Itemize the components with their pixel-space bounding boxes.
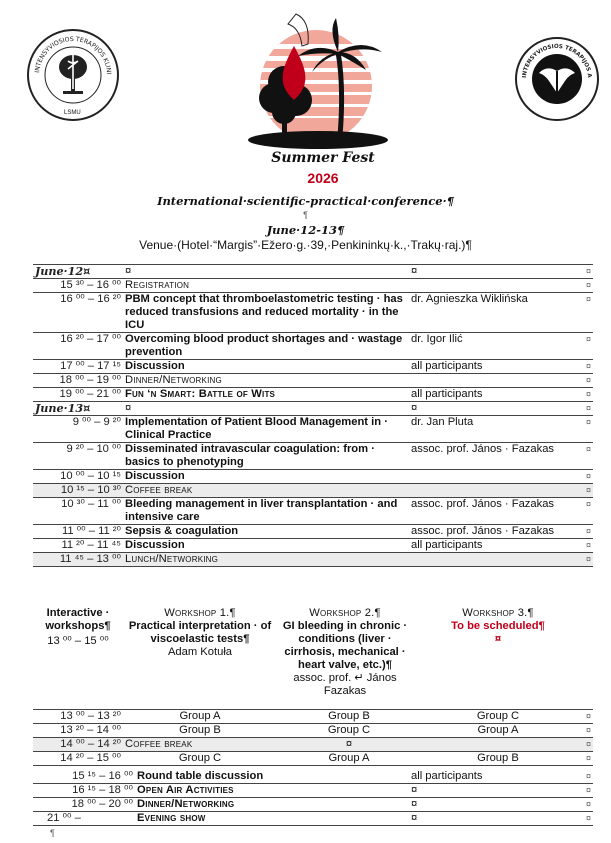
row-speaker: assoc. prof. János · Fazakas (409, 498, 575, 525)
group-row (33, 710, 593, 724)
group-cell: Group A (277, 752, 421, 766)
day2-header-row (33, 402, 593, 416)
row-mark: ¤ (575, 553, 593, 567)
row-mark: ¤ (575, 525, 593, 539)
row-session: Discussion (123, 539, 409, 553)
workshops-label: Interactive · workshops¶ (45, 607, 111, 632)
group-row (33, 738, 593, 752)
emblem-graphic (238, 0, 408, 150)
row-mark: ¤ (575, 279, 593, 293)
row-session: Open Air Activities (135, 784, 409, 798)
row-mark: ¤ (575, 710, 593, 724)
row-speaker: ¤ (409, 812, 575, 826)
row-time: 21 ⁰⁰ – (33, 812, 135, 826)
row-session: Bleeding management in liver transplantation · and intensive care (123, 498, 409, 525)
workshop-2-speaker: assoc. prof. ↵ János Fazakas (293, 672, 397, 697)
row-session: Overcoming blood product shortages and · wastage prevention (123, 333, 409, 360)
row-session: Sepsis & coagulation (123, 525, 409, 539)
day2-empty: ¤ (123, 402, 409, 416)
row-time: 16 ¹⁵ – 18 ⁰⁰ (33, 784, 135, 798)
row-mark: ¤ (575, 265, 593, 279)
row-session: Disseminated intravascular coagulation: from · basics to phenotyping (123, 443, 409, 470)
row-speaker: dr. Agnieszka Wiklińska (409, 293, 575, 333)
conference-dates: June·12-13¶ (266, 223, 345, 237)
table-row (33, 798, 593, 812)
group-cell: Group C (123, 752, 277, 766)
table-row (33, 812, 593, 826)
row-time: 14 ²⁰ – 15 ⁰⁰ (33, 752, 123, 766)
workshop-3-mark: ¤ (494, 633, 502, 645)
row-time: 18 ⁰⁰ – 19 ⁰⁰ (33, 374, 123, 388)
row-session: Round table discussion (135, 770, 409, 784)
row-speaker: dr. Igor Ilić (409, 333, 575, 360)
right-logo (515, 37, 599, 121)
workshop-2-topic: GI bleeding in chronic · conditions (liver · cirrhosis, mechanical · heart valve, etc.)¶ (282, 620, 408, 671)
day1-empty: ¤ (123, 265, 409, 279)
row-mark: ¤ (575, 388, 593, 402)
row-speaker: assoc. prof. János · Fazakas (409, 525, 575, 539)
row-mark: ¤ (575, 470, 593, 484)
row-session: Implementation of Patient Blood Management in · Clinical Practice (123, 416, 409, 443)
row-time: 15 ¹⁵ – 16 ⁰⁰ (33, 770, 135, 784)
workshop-3-title: Workshop 3.¶ (462, 607, 534, 619)
row-speaker (409, 553, 575, 567)
workshop-2-title: Workshop 2.¶ (309, 607, 381, 619)
brand-line2: Summer Fest (271, 150, 375, 166)
brand-year: 2026 (307, 170, 339, 186)
row-mark: ¤ (575, 812, 593, 826)
group-cell: Group B (277, 710, 421, 724)
row-session: Evening show (135, 812, 409, 826)
row-mark: ¤ (575, 333, 593, 360)
row-mark: ¤ (575, 770, 593, 784)
day1-empty-spk: ¤ (409, 265, 575, 279)
row-time: 10 ¹⁵ – 10 ³⁰ (33, 484, 123, 498)
group-coffee: Coffee break (123, 738, 277, 752)
row-time: 9 ⁰⁰ – 9 ²⁰ (33, 416, 123, 443)
left-logo-text: INTENSYVIOSIOS TERAPIJOS KLINI (34, 35, 113, 75)
schedule-table (33, 264, 593, 567)
pilcrow-line: ¶ (303, 210, 308, 220)
row-mark: ¤ (575, 360, 593, 374)
workshops-time: 13 ⁰⁰ – 15 ⁰⁰ (47, 635, 109, 647)
table-row (33, 770, 593, 784)
group-cell: ¤ (277, 738, 421, 752)
row-time: 18 ⁰⁰ – 20 ⁰⁰ (33, 798, 135, 812)
table-row (33, 360, 593, 374)
row-time: 9 ²⁰ – 10 ⁰⁰ (33, 443, 123, 470)
row-speaker (409, 374, 575, 388)
row-time: 13 ²⁰ – 14 ⁰⁰ (33, 724, 123, 738)
workshop-block (33, 605, 593, 710)
table-row (33, 333, 593, 360)
workshop-3-topic: To be scheduled¶ (451, 620, 545, 632)
row-mark: ¤ (575, 784, 593, 798)
group-table (33, 710, 593, 766)
left-logo-graphic (29, 31, 117, 119)
row-session: Lunch/Networking (123, 553, 409, 567)
row-time: 17 ⁰⁰ – 17 ¹⁵ (33, 360, 123, 374)
table-row (33, 388, 593, 402)
row-speaker: all participants (409, 388, 575, 402)
fest-emblem (238, 0, 408, 150)
row-time: 16 ⁰⁰ – 16 ²⁰ (33, 293, 123, 333)
row-time: 10 ⁰⁰ – 10 ¹⁵ (33, 470, 123, 484)
group-row (33, 724, 593, 738)
row-mark: ¤ (575, 484, 593, 498)
left-logo-bottom: LSMU (64, 110, 81, 116)
row-mark: ¤ (575, 738, 593, 752)
workshop-3 (423, 607, 573, 646)
group-cell: Group A (123, 710, 277, 724)
group-cell: Group B (123, 724, 277, 738)
day1-label: June·12¤ (33, 265, 123, 279)
day1-header-row (33, 265, 593, 279)
table-row (33, 484, 593, 498)
row-time: 11 ⁴⁵ – 13 ⁰⁰ (33, 553, 123, 567)
workshop-1-topic: Practical interpretation · of viscoelastic tests¶ (128, 620, 272, 645)
group-row (33, 752, 593, 766)
right-logo-graphic (517, 39, 597, 119)
table-row (33, 784, 593, 798)
row-session: Registration (123, 279, 409, 293)
table-row (33, 470, 593, 484)
row-speaker: all participants (409, 360, 575, 374)
row-speaker: ¤ (409, 798, 575, 812)
venue: Venue·(Hotel·“Margis”·Ežero·g.·39,·Penkininkų·k.,·Trakų·raj.)¶ (139, 238, 472, 252)
group-cell: Group A (421, 724, 575, 738)
row-time: 19 ⁰⁰ – 21 ⁰⁰ (33, 388, 123, 402)
row-mark: ¤ (575, 443, 593, 470)
row-mark: ¤ (575, 724, 593, 738)
row-mark: ¤ (575, 402, 593, 416)
conference-title: International·scientific-practical·conference·¶ (157, 194, 454, 208)
row-time: 10 ³⁰ – 11 ⁰⁰ (33, 498, 123, 525)
row-speaker: all participants (409, 770, 575, 784)
end-pilcrow: ¶ (50, 828, 55, 838)
brand-line1: Intensive (286, 134, 360, 150)
closing-table (33, 770, 593, 826)
row-speaker: all participants (409, 539, 575, 553)
row-mark: ¤ (575, 374, 593, 388)
row-speaker (409, 484, 575, 498)
row-speaker: assoc. prof. János · Fazakas (409, 443, 575, 470)
row-session: PBM concept that thromboelastometric testing · has reduced transfusions and reduced mortality · in the ICU (123, 293, 409, 333)
table-row (33, 374, 593, 388)
row-speaker: dr. Jan Pluta (409, 416, 575, 443)
row-time: 13 ⁰⁰ – 13 ²⁰ (33, 710, 123, 724)
row-time: 11 ²⁰ – 11 ⁴⁵ (33, 539, 123, 553)
workshop-1-title: Workshop 1.¶ (164, 607, 236, 619)
table-row (33, 525, 593, 539)
table-row (33, 293, 593, 333)
right-logo-text: INTENSYVIOSIOS TERAPIJOS A (522, 43, 593, 79)
group-cell: Group C (277, 724, 421, 738)
row-mark: ¤ (575, 416, 593, 443)
row-time: 15 ³⁰ – 16 ⁰⁰ (33, 279, 123, 293)
table-row (33, 416, 593, 443)
workshop-1-speaker: Adam Kotuła (167, 646, 233, 658)
row-speaker (409, 279, 575, 293)
table-row (33, 553, 593, 567)
row-session: Fun ‘n Smart: Battle of Wits (123, 388, 409, 402)
row-session: Coffee break (123, 484, 409, 498)
row-mark: ¤ (575, 539, 593, 553)
row-session: Dinner/Networking (123, 374, 409, 388)
row-mark: ¤ (575, 293, 593, 333)
table-row (33, 539, 593, 553)
row-session: Discussion (123, 360, 409, 374)
row-session: Dinner/Networking (135, 798, 409, 812)
row-speaker (409, 470, 575, 484)
workshop-1 (125, 607, 275, 659)
day2-empty-spk: ¤ (409, 402, 575, 416)
row-mark: ¤ (575, 752, 593, 766)
row-time: 14 ⁰⁰ – 14 ²⁰ (33, 738, 123, 752)
row-session: Discussion (123, 470, 409, 484)
table-row (33, 279, 593, 293)
group-cell: Group C (421, 710, 575, 724)
row-speaker: ¤ (409, 784, 575, 798)
row-mark: ¤ (575, 798, 593, 812)
row-mark: ¤ (575, 498, 593, 525)
day2-label: June·13¤ (33, 402, 123, 416)
row-time: 16 ²⁰ – 17 ⁰⁰ (33, 333, 123, 360)
table-row (33, 443, 593, 470)
table-row (33, 498, 593, 525)
group-cell: Group B (421, 752, 575, 766)
workshop-2 (275, 607, 415, 698)
left-logo (27, 29, 119, 121)
row-time: 11 ⁰⁰ – 11 ²⁰ (33, 525, 123, 539)
